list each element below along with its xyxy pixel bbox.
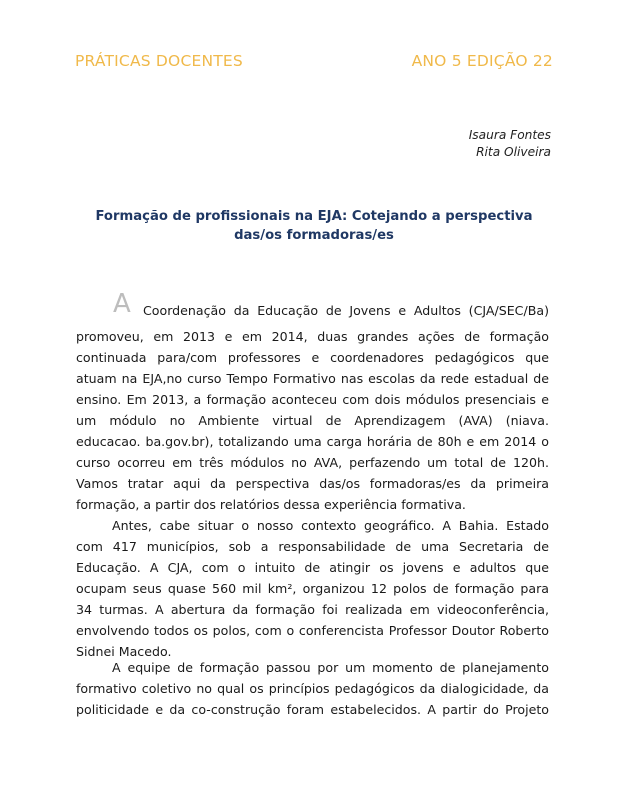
paragraph-1 bbox=[76, 326, 549, 515]
text-line: Vamos tratar aqui da perspectiva das/os formadoras/es da primeira bbox=[76, 476, 549, 491]
edition-label: ANO 5 EDIÇÃO 22 bbox=[411, 52, 553, 70]
text-line: ocupam seus quase 560 mil km², organizou 12 polos de formação para bbox=[76, 581, 549, 596]
article-title-line: das/os formadoras/es bbox=[234, 228, 394, 243]
text-line: atuam na EJA,no curso Tempo Formativo nas escolas da rede estadual de bbox=[76, 371, 549, 386]
text-line: Sidnei Macedo. bbox=[76, 644, 172, 659]
text-line: Educação. A CJA, com o intuito de atingir os jovens e adultos que bbox=[76, 560, 549, 575]
text-line: A equipe de formação passou por um momento de planejamento bbox=[112, 660, 549, 675]
text-line: formação, a partir dos relatórios dessa experiência formativa. bbox=[76, 497, 466, 512]
drop-cap: A bbox=[113, 289, 131, 319]
paragraph-3 bbox=[76, 657, 549, 720]
author-name: Rita Oliveira bbox=[476, 145, 551, 159]
text-line: curso ocorreu em três módulos no AVA, perfazendo um total de 120h. bbox=[76, 455, 549, 470]
article-title-line: Formação de profissionais na EJA: Cotejando a perspectiva bbox=[95, 209, 533, 224]
paragraph-first-line: Coordenação da Educação de Jovens e Adultos (CJA/SEC/Ba) bbox=[143, 303, 549, 318]
text-line: continuada para/com professores e coordenadores pedagógicos que bbox=[76, 350, 549, 365]
text-line: promoveu, em 2013 e em 2014, duas grandes ações de formação bbox=[76, 329, 549, 344]
section-title: PRÁTICAS DOCENTES bbox=[75, 52, 243, 70]
author-name: Isaura Fontes bbox=[468, 128, 551, 142]
text-line: um módulo no Ambiente virtual de Aprendizagem (AVA) (niava. bbox=[76, 413, 549, 428]
text-line: ensino. Em 2013, a formação aconteceu com dois módulos presenciais e bbox=[76, 392, 549, 407]
paragraph-2 bbox=[76, 515, 549, 662]
text-line: politicidade e da co-construção foram estabelecidos. A partir do Projeto bbox=[76, 702, 549, 717]
article-title bbox=[70, 207, 558, 245]
text-line: envolvendo todos os polos, com o conferencista Professor Doutor Roberto bbox=[76, 623, 549, 638]
text-line: 34 turmas. A abertura da formação foi realizada em videoconferência, bbox=[76, 602, 549, 617]
text-line: formativo coletivo no qual os princípios pedagógicos da dialogicidade, da bbox=[76, 681, 549, 696]
text-line: educacao. ba.gov.br), totalizando uma carga horária de 80h e em 2014 o bbox=[76, 434, 549, 449]
author-list bbox=[469, 127, 551, 161]
page-header bbox=[75, 52, 553, 74]
text-line: com 417 municípios, sob a responsabilidade de uma Secretaria de bbox=[76, 539, 549, 554]
text-line: Antes, cabe situar o nosso contexto geográfico. A Bahia. Estado bbox=[112, 518, 549, 533]
